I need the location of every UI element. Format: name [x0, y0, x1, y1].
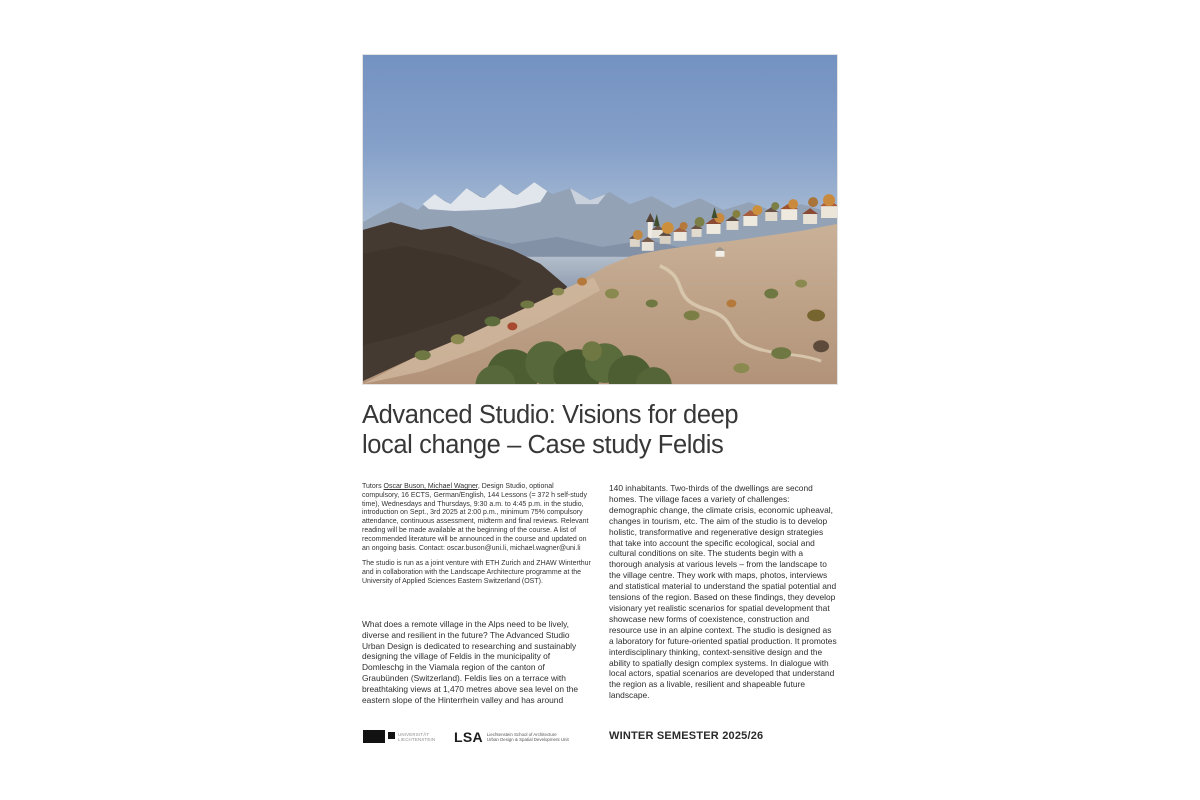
university-logo-text [398, 732, 435, 744]
lsa-logo [454, 729, 569, 745]
university-liechtenstein-logo [363, 730, 435, 743]
poster-sheet [362, 54, 838, 706]
lsa-line2: Urban Design & Spatial Development Unit [486, 737, 569, 743]
course-details-rest: , Design Studio, optional compulsory, 16 ECTS, German/English, 144 Lessons (= 372 h self-study time), Wednesdays and Thursdays, 9:30 a.m. to 4:45 p.m. in the studio, introduction on Sept., 3rd 2025 at 2:00 p.m., minimum 75% compulsory attendance, continuous assessment, midterm and final reviews. Relevant reading will be made available at the beginning of the course. A list of recommended literature will be announced in the course and updated on an ongoing basis. Contact: oscar.buson@uni.li, michael.wagner@uni.li [362, 483, 589, 552]
tutor-names: Oscar Buson, Michael Wagner [383, 483, 478, 490]
lsa-abbreviation: LSA [454, 729, 483, 745]
landscape-illustration [363, 55, 837, 384]
right-column [609, 483, 838, 706]
intro-text: What does a remote village in the Alps need to be lively, diverse and resilient in the future? The Advanced Studio Urban Design is dedicated to researching and sustainably designing the village of Feldis in the municipality of Domleschg in the Viamala region of the canton of Graubünden (Switzerland). Feldis lies on a terrace with breathtaking views at 1,470 metres above sea level on the eastern slope of the Hinterrhein valley and has around [362, 618, 579, 706]
poster-footer [362, 728, 838, 750]
text-columns [362, 483, 838, 706]
body-text: 140 inhabitants. Two-thirds of the dwellings are second homes. The village faces a variety of challenges: demographic change, the climate crisis, economic upheaval, changes in tourism, etc. The aim of the studio is to develop holistic, transformative and regenerative design strategies that take into account the specific ecological, social and cultural conditions on site. The students begin with a thorough analysis at various levels – from the landscape to the village centre. They work with maps, photos, interviews and statistical material to understand the spatial potential and tensions of the region. Based on these findings, they develop visionary yet realistic scenarios for spatial development that showcase new forms of coexistence, construction and resource use in an alpine context. The studio is designed as a laboratory for future-oriented spatial production. It promotes interdisciplinary thinking, context-sensitive design and the ability to spatially design complex systems. In dialogue with local actors, spatial scenarios are developed that understand the region as a livable, resilient and shapeable future landscape. [609, 483, 837, 701]
lsa-line1: Liechtenstein School of Architecture [486, 732, 557, 737]
hero-photo [362, 54, 838, 385]
course-title [362, 400, 838, 460]
course-details-text [362, 483, 592, 553]
course-title-line1: Advanced Studio: Visions for deep [362, 401, 739, 429]
semester-label: WINTER SEMESTER 2025/26 [609, 730, 764, 742]
logo-block-icon [363, 730, 385, 743]
tutors-label: Tutors [362, 483, 384, 490]
left-column [362, 483, 592, 706]
university-name-line1: UNIVERSITÄT [398, 731, 430, 737]
university-name-line2: LIECHTENSTEIN [398, 736, 436, 742]
lsa-description [487, 732, 569, 745]
logo-square-icon [388, 732, 395, 739]
course-title-line2: local change – Case study Feldis [362, 431, 724, 459]
collaboration-text: The studio is run as a joint venture with ETH Zurich and ZHAW Winterthur and in collaboration with the Landscape Architecture programme at the University of Applied Sciences Eastern Switzerland (OST). [362, 560, 591, 585]
